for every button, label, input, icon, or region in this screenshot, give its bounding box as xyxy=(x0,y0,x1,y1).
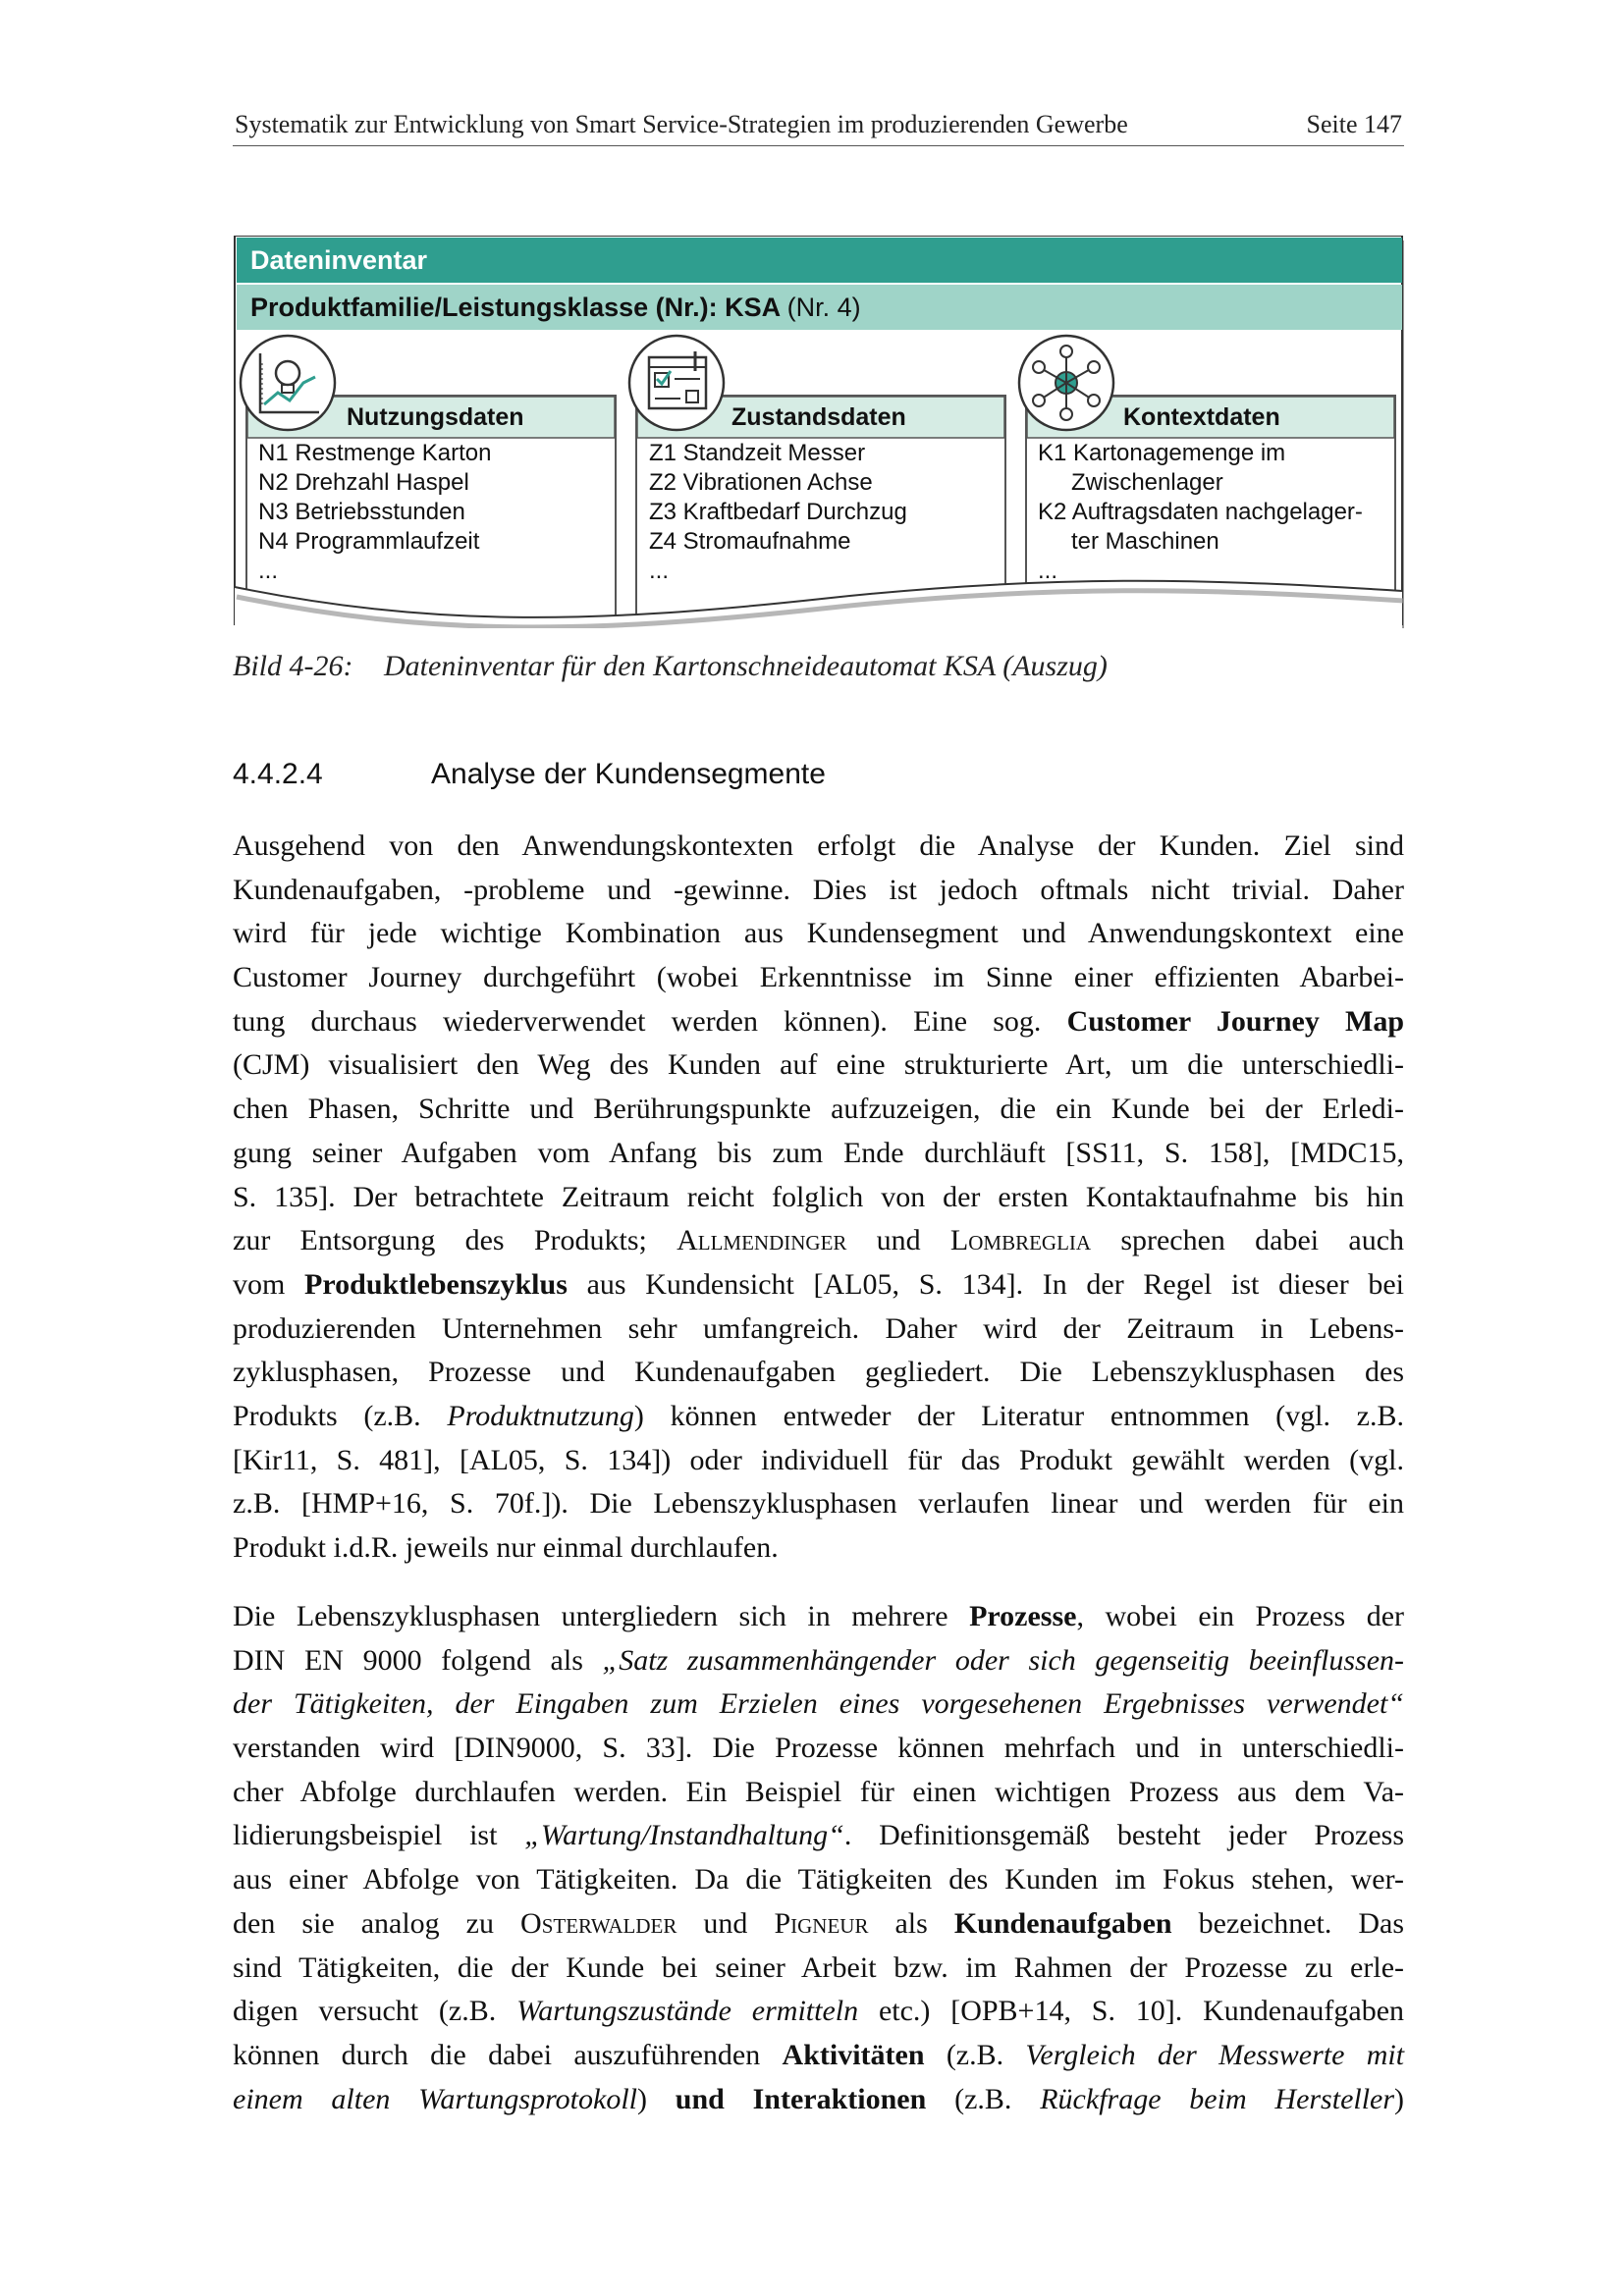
text-line xyxy=(233,1639,1404,1683)
text-run: den sie analog zu xyxy=(233,1906,494,1940)
text-run: etc.) [OPB+14, S. 10]. Kundenaufgaben xyxy=(878,1995,1405,2028)
term-wartungszustaende: Wartungszustände ermitteln xyxy=(516,1995,859,2028)
text-run: tung durchaus wiederverwendet werden können). Eine sog. xyxy=(233,1004,1042,1038)
product-family-nr: (Nr. 4) xyxy=(786,293,861,322)
text-run: sprechen dabei auch xyxy=(1120,1224,1405,1257)
example-run: einem alten Wartungsprotokoll xyxy=(233,2082,637,2115)
list-item: ter Maschinen xyxy=(1071,528,1219,555)
text-line: produzierenden Unternehmen sehr umfangreich. Daher wird der Zeitraum in Lebens- xyxy=(233,1311,1404,1345)
text-line: Produkt i.d.R. jeweils nur einmal durchlaufen. xyxy=(233,1531,779,1564)
condition-data-icon xyxy=(629,336,724,430)
text-line xyxy=(233,1682,1404,1727)
example-run: Vergleich der Messwerte mit xyxy=(1025,2038,1405,2071)
text-line xyxy=(233,1990,1404,2034)
term-kundenaufgaben: Kundenaufgaben xyxy=(953,1906,1172,1940)
text-line: Customer Journey durchgeführt (wobei Erkenntnisse im Sinne einer effizienten Abarbei- xyxy=(233,961,1404,994)
column-heading-usage: Nutzungsdaten xyxy=(347,403,524,431)
text-line: verstanden wird [DIN9000, S. 33]. Die Prozesse können mehrfach und in unterschiedli- xyxy=(233,1732,1404,1765)
text-line: [Kir11, S. 481], [AL05, S. 134]) oder individuell für das Produkt gewählt werden (vgl. xyxy=(233,1443,1404,1476)
text-line: Kundenaufgaben, -probleme und -gewinne. Dies ist jedoch oftmals nicht trivial. Daher xyxy=(233,873,1404,906)
list-item: N2 Drehzahl Haspel xyxy=(258,469,469,496)
data-inventory-figure xyxy=(233,236,1404,628)
list-item: Z4 Stromaufnahme xyxy=(649,528,851,555)
term-aktivitaeten: Aktivitäten xyxy=(782,2038,925,2071)
caption-label: Bild 4-26: xyxy=(233,650,353,682)
text-run: aus Kundensicht [AL05, S. 134]. In der Regel ist dieser bei xyxy=(586,1267,1405,1301)
text-run: lidierungsbeispiel ist xyxy=(233,1819,498,1852)
text-line: (CJM) visualisiert den Weg des Kunden auf eine strukturierte Art, um die unterschiedli- xyxy=(233,1048,1404,1082)
author-lombreglia: Lombreglia xyxy=(949,1224,1092,1257)
text-line: gung seiner Aufgaben vom Anfang bis zum Ende durchläuft [SS11, S. 158], [MDC15, xyxy=(233,1136,1404,1169)
text-run: bezeichnet. Das xyxy=(1198,1906,1405,1940)
column-heading-context: Kontextdaten xyxy=(1123,403,1280,431)
text-line: chen Phasen, Schritte und Berührungspunkte aufzuzeigen, die ein Kunde bei der Erledi- xyxy=(233,1093,1404,1126)
text-line: cher Abfolge durchlaufen werden. Ein Beispiel für einen wichtigen Prozess aus dem Va- xyxy=(233,1775,1404,1808)
section-title: Analyse der Kundensegmente xyxy=(431,758,826,790)
paragraph-2 xyxy=(233,1595,1404,2121)
product-family-label: Produktfamilie/Leistungsklasse (Nr.): xyxy=(250,293,718,322)
text-run: ) können entweder der Literatur entnommen (vgl. z.B. xyxy=(633,1399,1404,1432)
example-run: Rückfrage beim Hersteller xyxy=(1040,2082,1395,2115)
list-item: K2 Auftragsdaten nachgelager- xyxy=(1038,499,1363,525)
header-title: Systematik zur Entwicklung von Smart Service-Strategien im produzierenden Gewerbe xyxy=(235,110,1128,138)
list-item: N4 Programmlaufzeit xyxy=(258,528,480,555)
context-data-icon xyxy=(1019,336,1113,430)
list-item: N3 Betriebsstunden xyxy=(258,499,465,525)
paragraph-1 xyxy=(233,825,1404,1571)
list-item: ... xyxy=(258,558,279,584)
column-list-condition xyxy=(649,439,907,586)
quote-run: „Satz zusammenhängender oder sich gegenseitig beeinflussen- xyxy=(602,1643,1405,1677)
text-run: DIN EN 9000 folgend als xyxy=(233,1643,583,1677)
caption-text: Dateninventar für den Kartonschneideautomat KSA (Auszug) xyxy=(384,650,1108,682)
text-line xyxy=(233,1595,1404,1639)
text-line xyxy=(233,1219,1404,1263)
list-item: N1 Restmenge Karton xyxy=(258,440,492,466)
quote-run: der Tätigkeiten, der Eingaben zum Erzielen eines vorgesehenen Ergebnisses verwendet“ xyxy=(233,1687,1404,1721)
text-line xyxy=(233,2034,1404,2078)
list-item: Z3 Kraftbedarf Durchzug xyxy=(649,499,907,525)
inventory-banner: Dateninventar xyxy=(237,238,1402,283)
text-run: und xyxy=(703,1906,748,1940)
author-osterwalder: Osterwalder xyxy=(520,1906,677,1940)
column-list-context xyxy=(1038,439,1363,586)
text-line xyxy=(233,1263,1404,1308)
text-run: vom xyxy=(233,1267,286,1301)
term-wartung: „Wartung/Instandhaltung“ xyxy=(524,1819,844,1852)
text-run: ) xyxy=(637,2082,647,2115)
list-item: K1 Kartonagemenge im xyxy=(1038,440,1286,466)
text-run: (z.B. xyxy=(946,2038,1004,2071)
text-run: ) xyxy=(1394,2082,1405,2115)
text-line xyxy=(233,1902,1404,1947)
term-produktnutzung: Produktnutzung xyxy=(447,1399,634,1432)
section-heading xyxy=(233,758,826,791)
text-line xyxy=(233,1000,1404,1044)
text-run: . Definitionsgemäß besteht jeder Prozess xyxy=(843,1819,1404,1852)
list-item: ... xyxy=(649,558,670,584)
term-prozesse: Prozesse xyxy=(969,1600,1077,1632)
figure-caption xyxy=(233,650,1108,683)
usage-data-icon xyxy=(241,336,335,430)
text-line: Ausgehend von den Anwendungskontexten erfolgt die Analyse der Kunden. Ziel sind xyxy=(233,829,1404,862)
term-customer-journey-map: Customer Journey Map xyxy=(1066,1004,1405,1038)
text-run: (z.B. xyxy=(954,2082,1012,2115)
text-run: Die Lebenszyklusphasen untergliedern sich in mehrere xyxy=(233,1600,948,1632)
text-run: als xyxy=(894,1906,928,1940)
text-run: zur Entsorgung des Produkts; xyxy=(233,1224,647,1257)
running-header xyxy=(233,110,1404,146)
text-line xyxy=(233,1395,1404,1439)
text-line: sind Tätigkeiten, die der Kunde bei seiner Arbeit bzw. im Rahmen der Prozesse zu erle- xyxy=(233,1950,1404,1984)
text-line xyxy=(233,2078,1404,2122)
section-number: 4.4.2.4 xyxy=(233,758,323,790)
list-item: ... xyxy=(1038,558,1058,584)
column-list-usage xyxy=(258,439,491,586)
term-interaktionen: und Interaktionen xyxy=(675,2082,927,2115)
text-run: können durch die dabei auszuführenden xyxy=(233,2038,761,2071)
text-line: z.B. [HMP+16, S. 70f.]). Die Lebenszyklusphasen verlaufen linear und werden für ein xyxy=(233,1487,1404,1521)
page-number: Seite 147 xyxy=(1306,110,1402,138)
text-line: wird für jede wichtige Kombination aus Kundensegment und Anwendungskontext eine xyxy=(233,917,1404,950)
text-line xyxy=(233,1814,1404,1858)
text-line: aus einer Abfolge von Tätigkeiten. Da die Tätigkeiten des Kunden im Fokus stehen, wer- xyxy=(233,1863,1404,1896)
column-heading-condition: Zustandsdaten xyxy=(731,403,906,431)
author-allmendinger: Allmendinger xyxy=(677,1224,847,1257)
text-run: Produkts (z.B. xyxy=(233,1399,421,1432)
text-line: zyklusphasen, Prozesse und Kundenaufgaben gegliedert. Die Lebenszyklusphasen des xyxy=(233,1356,1404,1389)
text-run: und xyxy=(876,1224,921,1257)
text-line: S. 135]. Der betrachtete Zeitraum reicht folglich von der ersten Kontaktaufnahme bis hin xyxy=(233,1180,1404,1213)
text-run: , wobei ein Prozess der xyxy=(1076,1600,1405,1632)
list-item: Zwischenlager xyxy=(1071,469,1223,496)
list-item: Z1 Standzeit Messer xyxy=(649,440,866,466)
product-family-value: KSA xyxy=(725,293,781,322)
list-item: Z2 Vibrationen Achse xyxy=(649,469,873,496)
text-run: digen versucht (z.B. xyxy=(233,1995,497,2028)
product-family-bar xyxy=(237,285,1402,330)
author-pigneur: Pigneur xyxy=(774,1906,869,1940)
term-produktlebenszyklus: Produktlebenszyklus xyxy=(304,1267,568,1301)
